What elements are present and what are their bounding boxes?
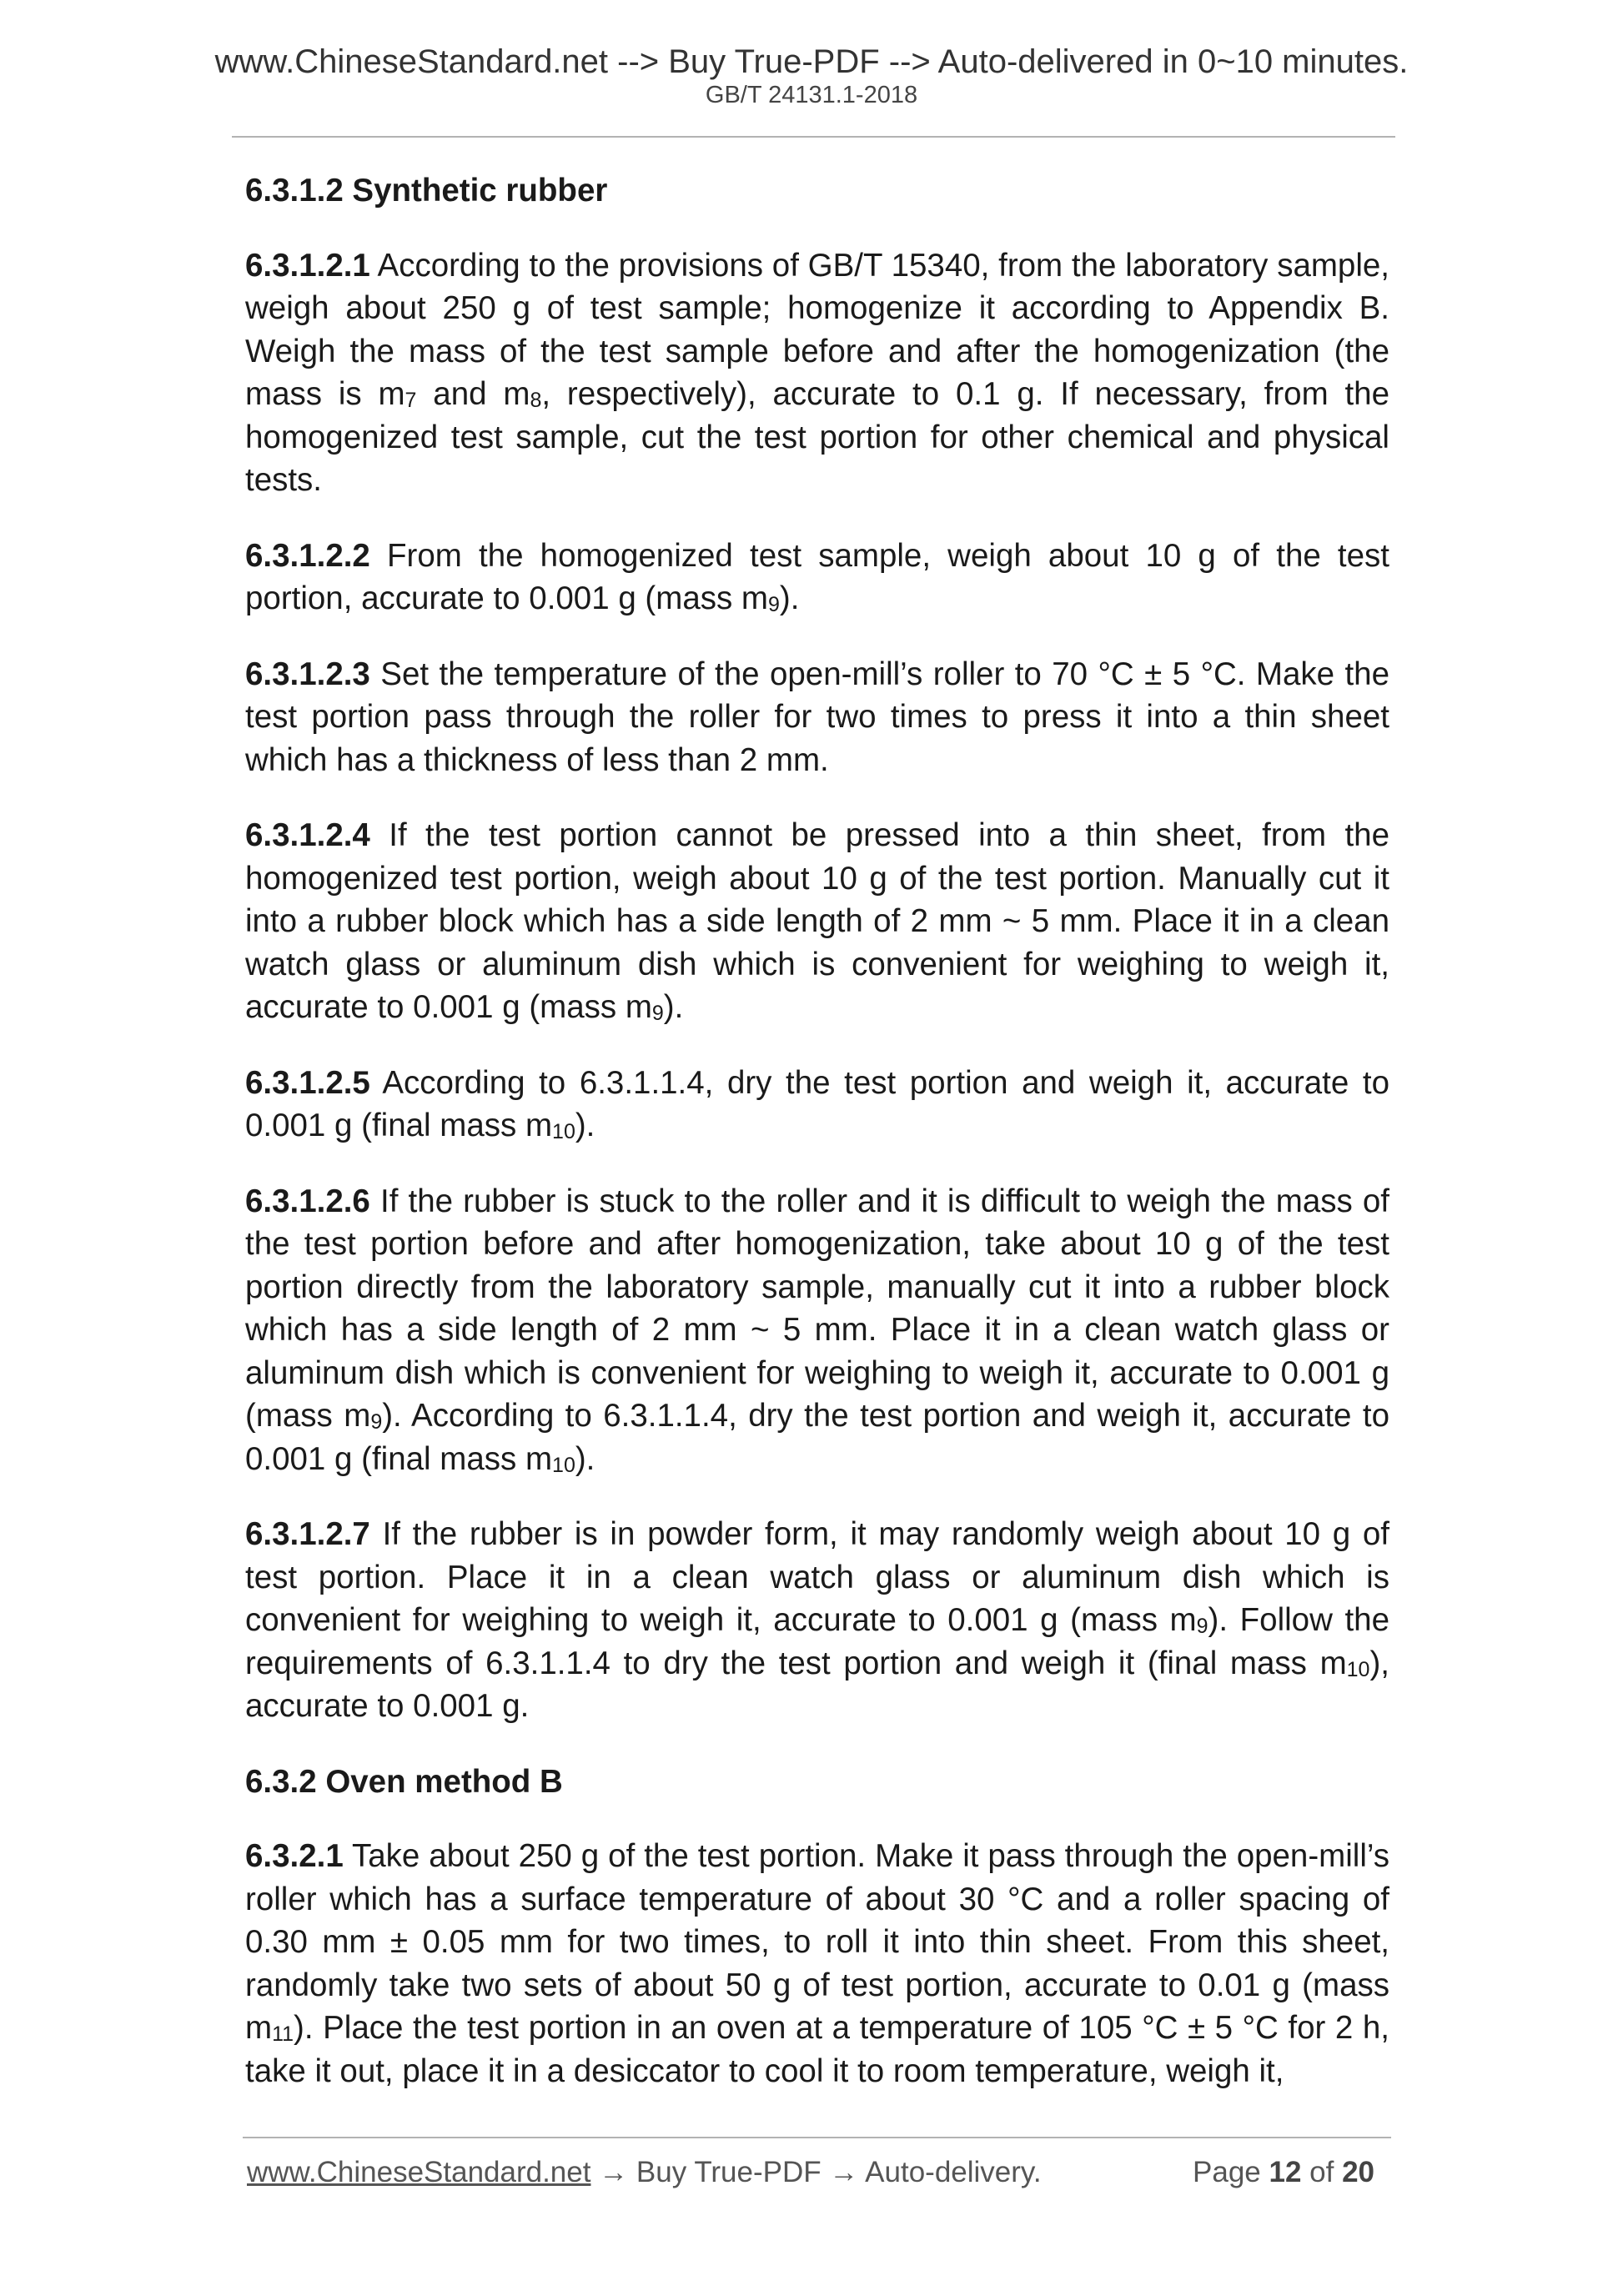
current-page-number: 12 (1269, 2156, 1302, 2188)
clause-number: 6.3.1.2.2 (245, 537, 370, 574)
subscript: 9 (768, 593, 780, 616)
clause-6-3-1-2-1 (245, 244, 1389, 502)
clause-text: If the rubber is stuck to the roller and it is difficult to weigh the mass of the test portion before and after homogenization, take about 10 g of the test portion directly from the laboratory sample, manually cut it into a rubber block which has a side length of 2 mm ~ 5 mm. Place it in a clean watch glass or aluminum dish which is convenient for weighing to weigh it, accurate to 0.001 g (mass m (245, 1183, 1389, 1434)
subscript: 9 (651, 1002, 664, 1025)
clause-6-3-2-1 (245, 1835, 1389, 2093)
total-pages-number: 20 (1342, 2156, 1374, 2188)
section-heading-6-3-2: 6.3.2 Oven method B (245, 1763, 563, 1800)
of-label: of (1301, 2156, 1343, 2188)
clause-text: , respectively), accurate to 0.1 g. If necessary, from the homogenized test sample, cut the test portion for other chemical and physical tests. (245, 376, 1389, 498)
subscript: 10 (552, 1120, 575, 1143)
footer-divider (243, 2137, 1391, 2138)
clause-text: From the homogenized test sample, weigh about 10 g of the test portion, accurate to 0.001 g (mass m (245, 537, 1389, 616)
clause-text: ). (575, 1440, 595, 1477)
clause-number: 6.3.2.1 (245, 1838, 344, 1874)
subscript: 9 (1196, 1615, 1208, 1638)
clause-number: 6.3.1.2.1 (245, 247, 370, 284)
page-label: Page (1193, 2156, 1269, 2188)
clause-text: According to 6.3.1.1.4, dry the test portion and weigh it, accurate to 0.001 g (final mass m (245, 1064, 1389, 1143)
subscript: 7 (404, 389, 417, 412)
subscript: 11 (272, 2022, 294, 2046)
clause-number: 6.3.1.2.6 (245, 1183, 370, 1219)
clause-6-3-1-2-3 (245, 653, 1389, 782)
clause-text: ). Place the test portion in an oven at a temperature of 105 °C ± 5 °C for 2 h, take it out, place it in a desiccator to cool it to room temperature, weigh it, (245, 2010, 1389, 2089)
clause-text: ). Follow the requirements of 6.3.1.1.4 to dry the test portion and weigh it (final mass m (245, 1602, 1389, 1681)
clause-number: 6.3.1.2.3 (245, 656, 370, 692)
clause-6-3-1-2-6 (245, 1180, 1389, 1481)
header-divider (232, 136, 1395, 138)
clause-text: If the rubber is in powder form, it may randomly weigh about 10 g of test portion. Place it in a clean watch glass or aluminum dish which is convenient for weighing to weigh it, accurate to 0.001 g (mass m (245, 1516, 1389, 1638)
clause-number: 6.3.1.2.4 (245, 817, 370, 853)
clause-text: ). (779, 580, 800, 616)
subscript: 9 (370, 1410, 383, 1434)
clause-6-3-1-2-4 (245, 814, 1389, 1029)
clause-text: ). According to 6.3.1.1.4, dry the test portion and weigh it, accurate to 0.001 g (final mass m (245, 1398, 1389, 1477)
page-indicator (1193, 2152, 1374, 2193)
clause-text: ). (663, 989, 684, 1025)
clause-number: 6.3.1.2.7 (245, 1516, 370, 1552)
clause-6-3-1-2-5 (245, 1062, 1389, 1148)
page-content (245, 169, 1389, 2125)
footer-delivery-text: → Buy True-PDF → Auto-delivery. (590, 2156, 1042, 2188)
clause-6-3-1-2-2 (245, 535, 1389, 620)
clause-text: ). (575, 1108, 595, 1143)
clause-text: Set the temperature of the open-mill’s roller to 70 °C ± 5 °C. Make the test portion pass through the roller for two times to press it into a thin sheet which has a thickness of less than 2 mm. (245, 656, 1389, 778)
clause-text: If the test portion cannot be pressed into a thin sheet, from the homogenized test portion, weigh about 10 g of the test portion. Manually cut it into a rubber block which has a side length of 2 mm ~ 5 mm. Place it in a clean watch glass or aluminum dish which is convenient for weighing to weigh it, accurate to 0.001 g (mass m (245, 817, 1389, 1025)
top-banner: www.ChineseStandard.net --> Buy True-PDF --> Auto-delivered in 0~10 minutes. (214, 43, 1409, 80)
clause-text: According to the provisions of GB/T 15340, from the laboratory sample, weigh about 250 g of test sample; homogenize it according to Appendix B. Weigh the mass of the test sample before and after the homogenization (the mass is m (245, 247, 1389, 412)
clause-text: Take about 250 g of the test portion. Make it pass through the open-mill’s roller which has a surface temperature of about 30 °C and a roller spacing of 0.30 mm ± 0.05 mm for two times, to roll it into thin sheet. From this sheet, randomly take two sets of about 50 g of test portion, accurate to 0.01 g (mass m (245, 1838, 1389, 2046)
page-footer (247, 2152, 1389, 2193)
footer-site-link[interactable]: www.ChineseStandard.net (247, 2156, 591, 2188)
clause-text: and m (416, 376, 530, 412)
subscript: 10 (552, 1453, 575, 1477)
document-code: GB/T 24131.1-2018 (705, 82, 918, 108)
clause-number: 6.3.1.2.5 (245, 1064, 370, 1101)
clause-text: ), accurate to 0.001 g. (245, 1645, 1389, 1724)
subscript: 8 (530, 389, 542, 412)
clause-6-3-1-2-7 (245, 1513, 1389, 1728)
subscript: 10 (1346, 1657, 1370, 1681)
footer-left (247, 2152, 1042, 2193)
section-heading-6-3-1-2: 6.3.1.2 Synthetic rubber (245, 173, 608, 208)
